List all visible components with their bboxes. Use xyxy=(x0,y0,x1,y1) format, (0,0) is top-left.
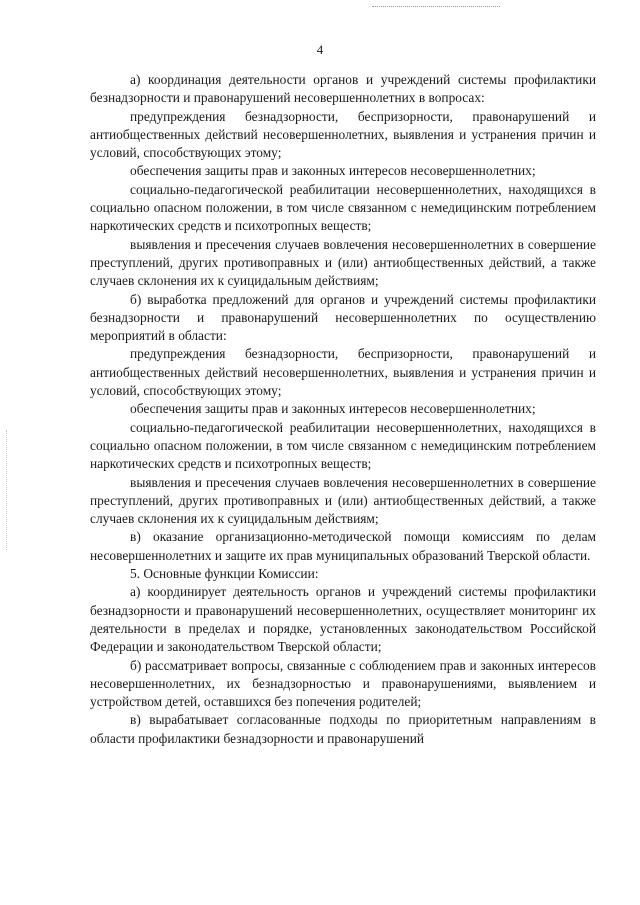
paragraph-rights-protection: обеспечения защиты прав и законных интересов несовершеннолетних; xyxy=(130,163,536,179)
paragraph-function-b: б) рассматривает вопросы, связанные с соблюдением прав и законных интересов несовершеннолетних, их безнадзорностью и правонарушениями, выявлением и устройством детей, оставшихся без попечения родителей; xyxy=(90,657,596,710)
paragraph-rehabilitation: социально-педагогической реабилитации несовершеннолетних, находящихся в социально опасном положении, в том числе связанном с немедицинским потреблением наркотических средств и психотропных веществ; xyxy=(90,181,596,234)
scan-margin-speck xyxy=(6,430,8,550)
paragraph-item-a: а) координация деятельности органов и учреждений системы профилактики безнадзорности и правонарушений несовершеннолетних в вопросах: xyxy=(90,72,596,106)
paragraph-item-v: в) оказание организационно-методической помощи комиссиям по делам несовершеннолетних и защите их прав муниципальных образований Тверской области. xyxy=(90,529,596,563)
paragraph-item-b: б) выработка предложений для органов и учреждений системы профилактики безнадзорности и правонарушений несовершеннолетних по осуществлению мероприятий в области: xyxy=(90,291,596,344)
paragraph-involvement-detection: выявления и пресечения случаев вовлечения несовершеннолетних в совершение преступлений, других противоправных и (или) антиобщественных действий, а также случаев склонения их к суицидальным действиям; xyxy=(90,474,596,527)
section-heading-functions: 5. Основные функции Комиссии: xyxy=(130,566,319,582)
paragraph-function-v: в) вырабатывает согласованные подходы по приоритетным направлениям в области профилактики безнадзорности и правонарушений xyxy=(90,712,596,746)
paragraph-prevention: предупреждения безнадзорности, беспризорности, правонарушений и антиобщественных действий несовершеннолетних, выявления и устранения причин и условий, способствующих этому; xyxy=(90,108,596,161)
page-number: 4 xyxy=(316,42,324,57)
paragraph-rehabilitation: социально-педагогической реабилитации несовершеннолетних, находящихся в социально опасном положении, в том числе связанном с немедицинским потреблением наркотических средств и психотропных веществ; xyxy=(90,419,596,472)
paragraph-function-a: а) координирует деятельность органов и учреждений системы профилактики безнадзорности и правонарушений несовершеннолетних, осуществляет мониторинг их деятельности в пределах и порядке, установленных законодательством Российской Федерации и законодательством Тверской области; xyxy=(90,584,596,655)
paragraph-involvement-detection: выявления и пресечения случаев вовлечения несовершеннолетних в совершение преступлений, других противоправных и (или) антиобщественных действий, а также случаев склонения их к суицидальным действиям; xyxy=(90,236,596,289)
paragraph-rights-protection: обеспечения защиты прав и законных интересов несовершеннолетних; xyxy=(130,401,536,417)
scan-top-rule xyxy=(372,6,500,8)
document-body xyxy=(90,71,596,748)
paragraph-prevention: предупреждения безнадзорности, беспризорности, правонарушений и антиобщественных действий несовершеннолетних, выявления и устранения причин и условий, способствующих этому; xyxy=(90,346,596,399)
